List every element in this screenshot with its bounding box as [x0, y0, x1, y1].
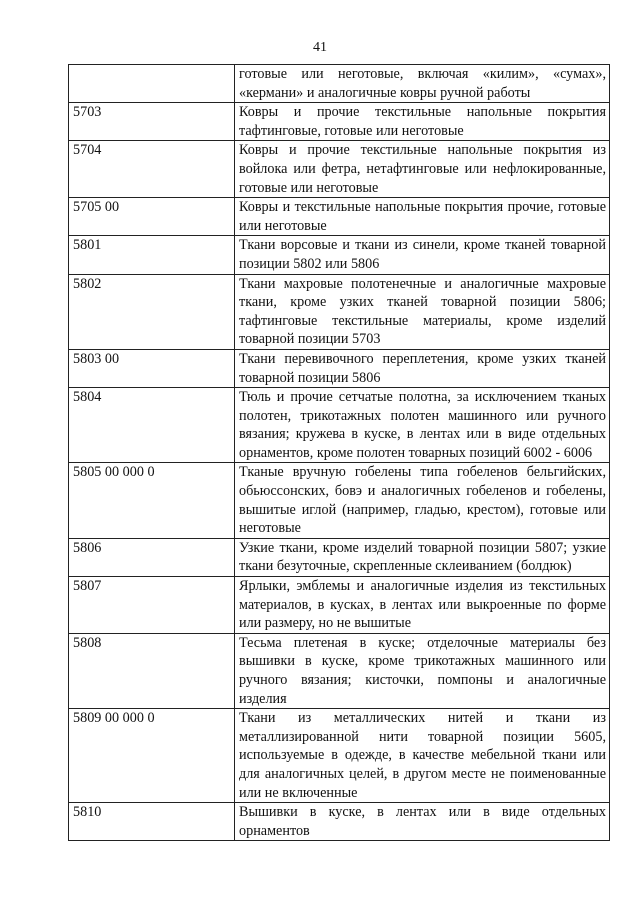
description-line: текстильных материалов, в кусках, в лентах или: [239, 578, 607, 613]
tariff-description-cell: [235, 349, 610, 387]
tariff-description-cell: [235, 803, 610, 841]
page-number: 41: [313, 40, 327, 55]
description-line: товарной позиции 5806: [239, 369, 381, 386]
tariff-table: [68, 64, 610, 841]
description-line: Тесьма плетеная в куске; отделочные материалы без: [239, 634, 606, 651]
table-row: [69, 538, 610, 576]
tariff-code-cell: 5807: [69, 577, 235, 634]
description-line: войлока или фетра, нетафтинговые или: [239, 160, 487, 177]
tariff-description-cell: [235, 388, 610, 463]
description-line: Ткани ворсовые и ткани из синели, кроме тканей: [239, 237, 546, 254]
tariff-code-cell: 5705 00: [69, 198, 235, 236]
tariff-code-cell: 5810: [69, 803, 235, 841]
tariff-code-cell: 5806: [69, 538, 235, 576]
description-line: тафтинговые текстильные материалы, кроме изделий: [239, 312, 606, 329]
description-line: Ткани из металлических нитей и ткани из: [239, 710, 606, 727]
description-line: Узкие ткани, кроме изделий товарной позиции 5807;: [239, 539, 568, 556]
tariff-table-body: [69, 65, 610, 841]
tariff-description-cell: [235, 709, 610, 803]
description-line: Ковры и текстильные напольные покрытия прочие,: [239, 199, 554, 216]
tariff-code-cell: 5808: [69, 633, 235, 708]
table-row: [69, 463, 610, 538]
description-line: металлизированной нити товарной позиции 5605,: [239, 728, 606, 745]
description-line: ручного вязания; кружева в куске, в лентах или в виде: [239, 407, 607, 443]
description-line: ручного вязания; кисточки, помпоны и аналогичные: [239, 672, 606, 688]
description-line: нефлокированные, готовые или неготовые: [239, 160, 607, 196]
description-line: Ткани махровые полотенечные и аналогичные махровые: [239, 275, 606, 292]
description-line: готовые или неготовые: [239, 501, 606, 537]
tariff-code-cell: 5803 00: [69, 349, 235, 387]
description-line: изделия: [239, 690, 287, 707]
table-row: [69, 141, 610, 198]
tariff-description-cell: [235, 274, 610, 349]
description-line: позиций 6002 - 6006: [469, 444, 593, 461]
tariff-description-cell: [235, 65, 610, 103]
tariff-description-cell: [235, 103, 610, 141]
tariff-code-cell: 5802: [69, 274, 235, 349]
tariff-description-cell: [235, 463, 610, 538]
tariff-code-cell: 5703: [69, 103, 235, 141]
tariff-code-cell: 5809 00 000 0: [69, 709, 235, 803]
description-line: тафтинговые, готовые или неготовые: [239, 122, 464, 139]
description-line: товарной позиции 5703: [239, 331, 381, 348]
description-line: узкие ткани безуточные, скрепленные склеиванием: [239, 539, 606, 575]
table-row: [69, 198, 610, 236]
table-row: [69, 103, 610, 141]
tariff-description-cell: [235, 236, 610, 274]
table-row: [69, 349, 610, 387]
description-line: гобелены, вышитые иглой (например, гладью, крестом),: [239, 483, 606, 518]
table-row: [69, 803, 610, 841]
description-line: Ковры и прочие текстильные напольные покрытия из: [239, 142, 606, 159]
description-line: Ковры и прочие текстильные напольные покрытия: [239, 104, 606, 121]
description-line: готовые или неготовые: [239, 199, 606, 234]
tariff-code-cell: 5805 00 000 0: [69, 463, 235, 538]
description-line: тканых полотен, трикотажных полотен машинного или: [239, 389, 607, 424]
description-line: выкроенные по форме или размеру, но не вышитые: [239, 596, 606, 632]
tariff-code-cell: 5704: [69, 141, 235, 198]
tariff-description-cell: [235, 538, 610, 576]
description-line: готовые или неготовые, включая «килим», «сумах»,: [239, 66, 606, 82]
description-line: ткани, кроме узких тканей товарной позиции 5806;: [239, 294, 606, 311]
description-line: «кермани» и аналогичные ковры ручной работы: [239, 84, 531, 101]
description-line: Тюль и прочие сетчатые полотна, за исключением: [239, 389, 557, 406]
description-line: орнаментов: [239, 822, 310, 839]
description-line: поименованные или не включенные: [239, 765, 607, 801]
tariff-code-cell: [69, 65, 235, 103]
table-row: [69, 274, 610, 349]
tariff-description-cell: [235, 141, 610, 198]
tariff-code-cell: 5804: [69, 388, 235, 463]
description-line: используемые в одежде, в качестве мебельной ткани или: [239, 747, 606, 764]
description-line: отдельных орнаментов, кроме полотен товарных: [239, 426, 606, 461]
tariff-description-cell: [235, 577, 610, 634]
table-row: [69, 633, 610, 708]
description-line: обьюссонских, бовэ и аналогичных гобеленов и: [239, 483, 541, 500]
table-row: [69, 577, 610, 634]
table-row: [69, 236, 610, 274]
tariff-code-cell: 5801: [69, 236, 235, 274]
description-line: Вышивки в куске, в лентах или в виде отдельных: [239, 804, 606, 821]
description-line: для аналогичных целей, в другом месте не: [239, 765, 505, 782]
description-line: Тканые вручную гобелены типа гобеленов бельгийских,: [239, 464, 606, 481]
description-line: вышивки в куске, кроме трикотажных машинного или: [239, 653, 606, 670]
description-line: (болдюк): [516, 558, 572, 575]
description-line: Ткани перевивочного переплетения, кроме узких тканей: [239, 350, 606, 367]
table-row: [69, 709, 610, 803]
description-line: товарной позиции 5802 или 5806: [239, 237, 606, 272]
table-row: [69, 388, 610, 463]
tariff-description-cell: [235, 633, 610, 708]
table-row: [69, 65, 610, 103]
description-line: Ярлыки, эмблемы и аналогичные изделия из: [239, 578, 523, 595]
tariff-description-cell: [235, 198, 610, 236]
